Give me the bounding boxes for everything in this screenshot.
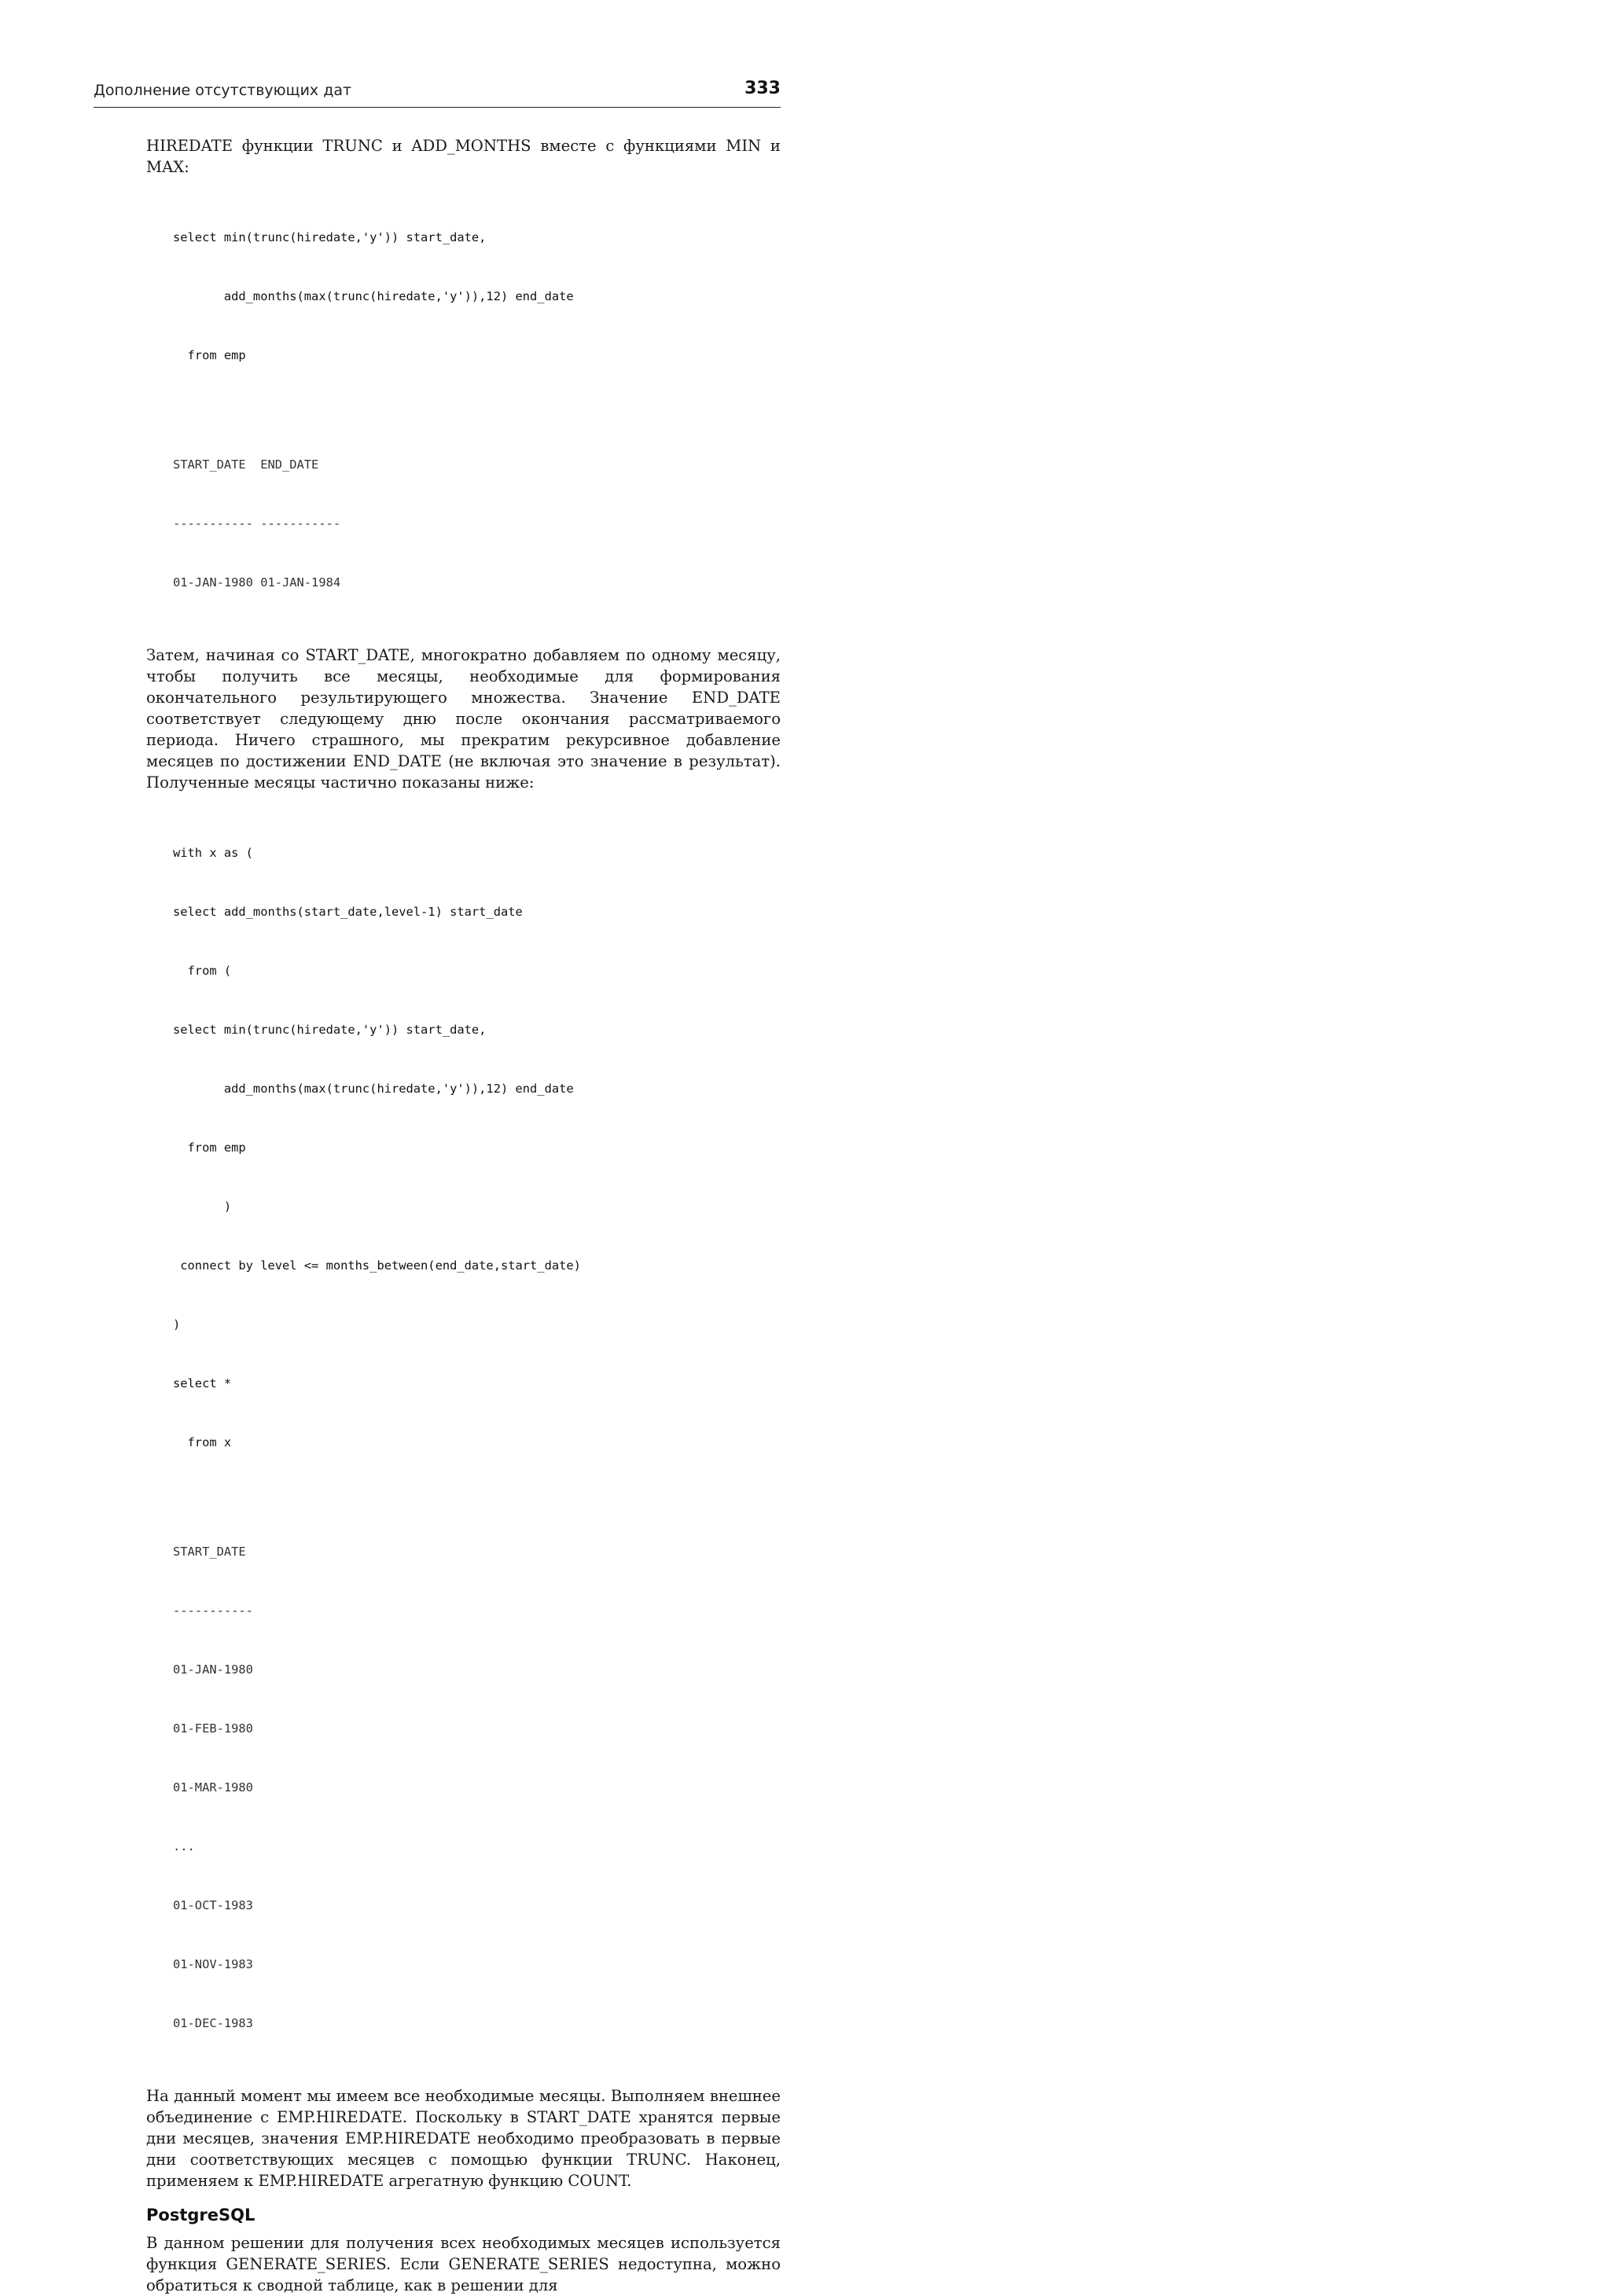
output-line: 01-OCT-1983: [173, 1898, 253, 1912]
page-header: [94, 77, 781, 108]
output-line: -----------: [173, 1604, 253, 1618]
section-heading-postgresql: PostgreSQL: [146, 2206, 255, 2224]
running-title: Дополнение отсутствующих дат: [94, 82, 352, 99]
code-line: select *: [173, 1376, 232, 1390]
code-line: from emp: [173, 348, 246, 362]
code-line: connect by level <= months_between(end_date,start_date): [173, 1258, 581, 1273]
output-line: 01-JAN-1980: [173, 1662, 253, 1677]
output-line: 01-DEC-1983: [173, 2016, 253, 2030]
code-line: from x: [173, 1435, 232, 1449]
query-output-months: [146, 1503, 781, 2073]
code-line: ): [173, 1199, 232, 1214]
output-line: 01-FEB-1980: [173, 1721, 253, 1736]
paragraph-postgresql: В данном решении для получения всех необходимых месяцев используется функция GENERATE_SERIES. Если GENERATE_SERIES недоступна, можно обратиться к сводной таблице, как в решении для: [146, 2234, 781, 2294]
paragraph-intro: HIREDATE функции TRUNC и ADD_MONTHS вместе с функциями MIN и MAX:: [146, 137, 781, 176]
page-body: [146, 135, 781, 2296]
code-line: from emp: [173, 1141, 246, 1155]
output-line: ----------- -----------: [173, 516, 341, 531]
paragraph-outer-join: На данный момент мы имеем все необходимые месяцы. Выполняем внешнее объединение с EMP.HIREDATE. Поскольку в START_DATE хранятся первые дни месяцев, значения EMP.HIREDATE необходимо преобразовать в первые дни соответствующих месяцев с помощью функции TRUNC. Наконец, применяем к EMP.HIREDATE агрегатную функцию COUNT.: [146, 2087, 781, 2190]
output-line: ...: [173, 1839, 195, 1853]
code-line: with x as (: [173, 846, 253, 860]
code-block-connect-by: [146, 804, 781, 1492]
code-line: from (: [173, 964, 232, 978]
output-line: 01-JAN-1980 01-JAN-1984: [173, 575, 341, 590]
page-number: 333: [744, 79, 781, 98]
code-line: select add_months(start_date,level-1) start_date: [173, 905, 523, 919]
code-line: select min(trunc(hiredate,'y')) start_date,: [173, 1023, 487, 1037]
output-line: 01-NOV-1983: [173, 1957, 253, 1971]
query-output-range: [146, 416, 781, 632]
paragraph-explanation: Затем, начиная со START_DATE, многократно добавляем по одному месяцу, чтобы получить все месяцы, необходимые для формирования окончательного результирующего множества. Значение END_DATE соответствует следующему дню после окончания рассматриваемого периода. Ничего страшного, мы прекратим рекурсивное добавление месяцев по достижении END_DATE (не включая это значение в результат). Полученные месяцы частично показаны ниже:: [146, 646, 781, 792]
code-line: select min(trunc(hiredate,'y')) start_date,: [173, 230, 487, 244]
output-line: START_DATE: [173, 1545, 246, 1559]
code-block-min-max: [146, 189, 781, 405]
code-line: ): [173, 1317, 181, 1332]
code-line: add_months(max(trunc(hiredate,'y')),12) end_date: [173, 289, 574, 303]
code-line: add_months(max(trunc(hiredate,'y')),12) end_date: [173, 1082, 574, 1096]
output-line: 01-MAR-1980: [173, 1780, 253, 1795]
output-line: START_DATE END_DATE: [173, 457, 319, 472]
